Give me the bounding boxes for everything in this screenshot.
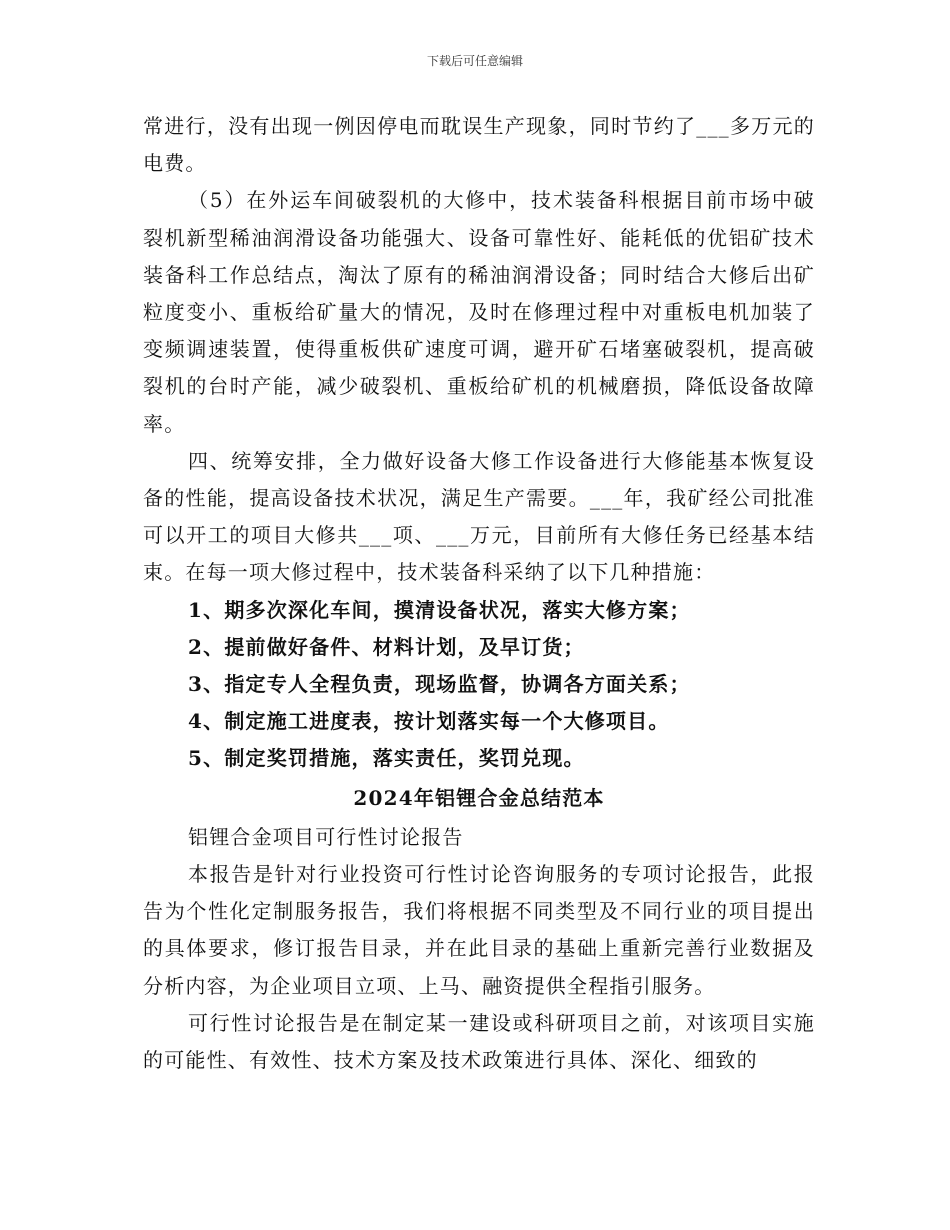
document-body [143, 108, 815, 1079]
measure-item-3: 3、指定专人全程负责，现场监督，协调各方面关系； [188, 672, 691, 697]
page-header: 下载后可任意编辑 [426, 54, 523, 68]
measure-item-5: 5、制定奖罚措施，落实责任，奖罚兑现。 [188, 746, 585, 771]
measure-item-1: 1、期多次深化车间，摸清设备状况，落实大修方案； [188, 597, 691, 622]
measure-item-4: 4、制定施工进度表，按计划落实每一个大修项目。 [188, 709, 670, 734]
measure-item-2: 2、提前做好备件、材料计划，及早订货； [188, 634, 585, 659]
paragraph-section-four: 四、统筹安排，全力做好设备大修工作设备进行大修能基本恢复设备的性能，提高设备技术状况，满足生产需要。___年，我矿经公司批准可以开工的项目大修共___项、___万元，目前所有大修任务已经基本结束。在每一项大修过程中，技术装备科采纳了以下几种措施： [143, 448, 815, 585]
paragraph-crusher-overhaul: （5）在外运车间破裂机的大修中，技术装备科根据目前市场中破裂机新型稀油润滑设备功能强大、设备可靠性好、能耗低的优铝矿技术装备科工作总结点，淘汰了原有的稀油润滑设备；同时结合大修后出矿粒度变小、重板给矿量大的情况，及时在修理过程中对重板电机加装了变频调速装置，使得重板供矿速度可调，避开矿石堵塞破裂机，提高破裂机的台时产能，减少破裂机、重板给矿机的机械磨损，降低设备故障率。 [143, 188, 815, 436]
report-subtitle: 铝锂合金项目可行性讨论报告 [188, 824, 464, 849]
paragraph-continuation: 常进行，没有出现一例因停电而耽误生产现象，同时节约了___多万元的电费。 [143, 114, 815, 176]
paragraph-feasibility-definition: 可行性讨论报告是在制定某一建设或科研项目之前，对该项目实施的可能性、有效性、技术方案及技术政策进行具体、深化、细致的 [143, 1010, 815, 1073]
section-title: 2024年铝锂合金总结范本 [353, 785, 605, 810]
paragraph-report-intro: 本报告是针对行业投资可行性讨论咨询服务的专项讨论报告，此报告为个性化定制服务报告，我们将根据不同类型及不同行业的项目提出的具体要求，修订报告目录，并在此目录的基础上重新完善行业数据及分析内容，为企业项目立项、上马、融资提供全程指引服务。 [143, 862, 815, 998]
